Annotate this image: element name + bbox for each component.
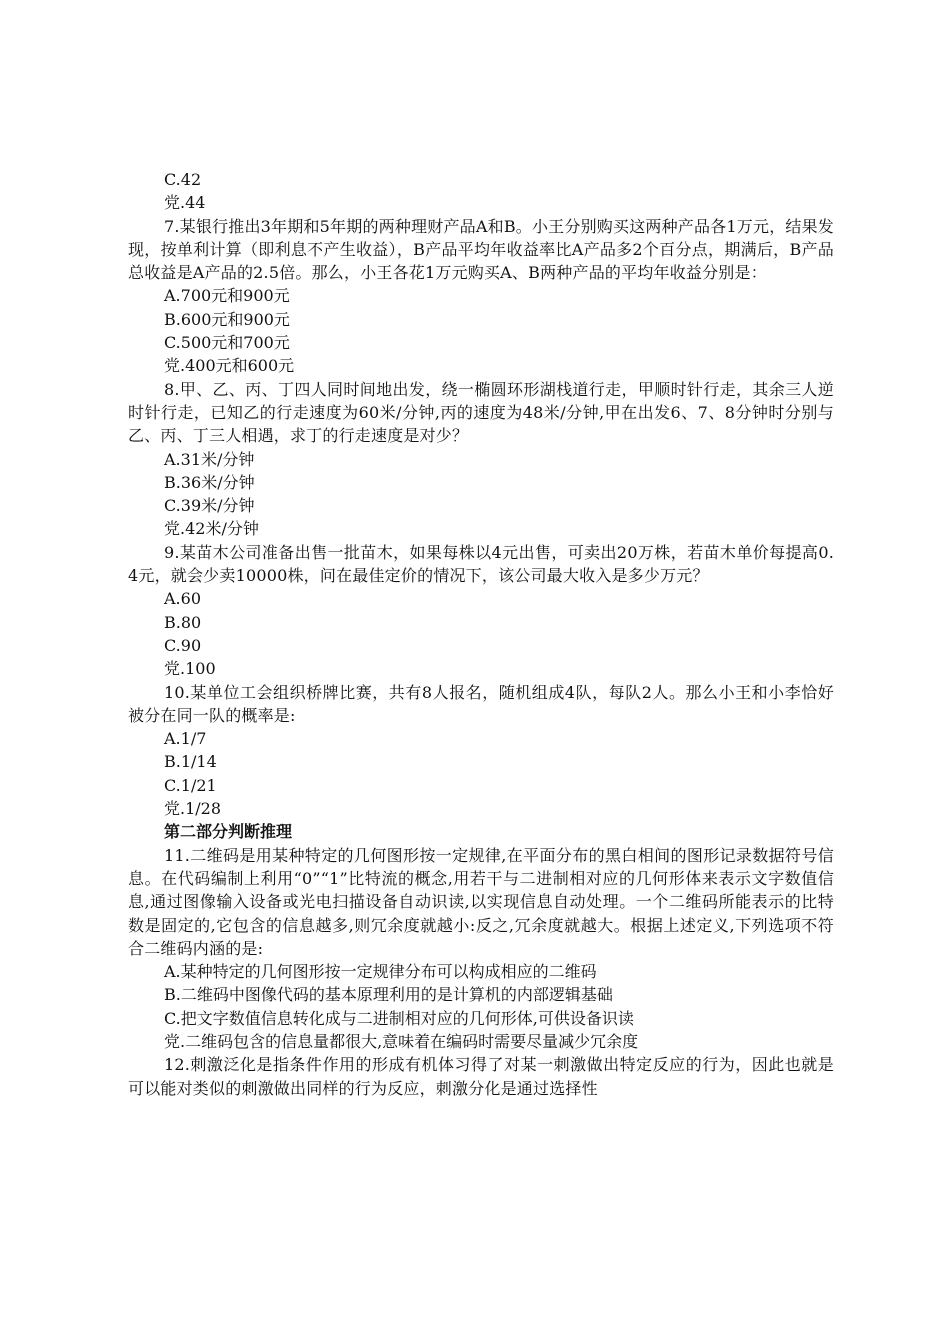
document-body (128, 168, 834, 1100)
q8-option-a: A.31米/分钟 (164, 449, 255, 469)
question-11-text: 11.二维码是用某种特定的几何图形按一定规律,在平面分布的黑白相间的图形记录数据符号信息。在代码编制上利用“0”“1”比特流的概念,用若干与二进制相对应的几何形体来表示文字数值信息,通过图像输入设备或光电扫描设备自动识读,以实现信息自动处理。一个二维码所能表示的比特数是固定的,它包含的信息越多,则冗余度就越小:反之,冗余度就越大。根据上述定义,下列选项不符合二维码内涵的是: (128, 845, 834, 958)
section-heading: 第二部分判断推理 (164, 822, 293, 842)
q7-option-a: A.700元和900元 (164, 286, 290, 306)
question-10-text: 10.某单位工会组织桥牌比赛，共有8人报名，随机组成4队，每队2人。那么小王和小李恰好被分在同一队的概率是: (128, 682, 834, 725)
q9-option-c: C.90 (164, 635, 202, 655)
q7-option-d: 党.400元和600元 (164, 356, 295, 376)
question-12-text: 12.刺激泛化是指条件作用的形成有机体习得了对某一刺激做出特定反应的行为，因此也就是可以能对类似的刺激做出同样的行为反应，刺激分化是通过选择性 (128, 1055, 834, 1098)
q10-option-b: B.1/14 (164, 752, 217, 772)
question-9-text: 9.某苗木公司准备出售一批苗木，如果每株以4元出售，可卖出20万株，若苗木单价每提高0.4元，就会少卖10000株，问在最佳定价的情况下，该公司最大收入是多少万元？ (128, 542, 834, 586)
question-7-text: 7.某银行推出3年期和5年期的两种理财产品A和B。小王分别购买这两种产品各1万元，结果发现，按单利计算（即利息不产生收益），B产品平均年收益率比A产品多2个百分点，期满后，B产品总收益是A产品的2.5倍。那么，小王各花1万元购买A、B两种产品的平均年收益分别是： (128, 216, 834, 283)
q8-option-d: 党.42米/分钟 (164, 519, 259, 539)
q6-option-d: 党.44 (164, 193, 206, 213)
q6-option-c: C.42 (164, 170, 202, 189)
q11-option-b: B.二维码中图像代码的基本原理利用的是计算机的内部逻辑基础 (164, 985, 613, 1005)
q11-option-a: A.某种特定的几何图形按一定规律分布可以构成相应的二维码 (164, 962, 597, 982)
q11-option-d: 党.二维码包含的信息量都很大,意味着在编码时需要尽量减少冗余度 (164, 1031, 639, 1051)
q9-option-a: A.60 (164, 589, 201, 609)
q10-option-a: A.1/7 (164, 729, 207, 749)
q7-option-b: B.600元和900元 (164, 309, 290, 329)
q10-option-d: 党.1/28 (164, 799, 222, 819)
question-8-text: 8.甲、乙、丙、丁四人同时间地出发，绕一椭圆环形湖栈道行走，甲顺时针行走，其余三人逆时针行走，已知乙的行走速度为60米/分钟,丙的速度为48米/分钟,甲在出发6、7、8分钟时分别与乙、丙、丁三人相遇，求丁的行走速度是对少？ (128, 379, 834, 446)
q11-option-c: C.把文字数值信息转化成与二进制相对应的几何形体,可供设备识读 (164, 1008, 634, 1028)
q10-option-c: C.1/21 (164, 775, 217, 795)
q7-option-c: C.500元和700元 (164, 333, 290, 353)
q8-option-b: B.36米/分钟 (164, 472, 255, 492)
q8-option-c: C.39米/分钟 (164, 496, 255, 516)
q9-option-d: 党.100 (164, 659, 216, 679)
q9-option-b: B.80 (164, 612, 202, 632)
